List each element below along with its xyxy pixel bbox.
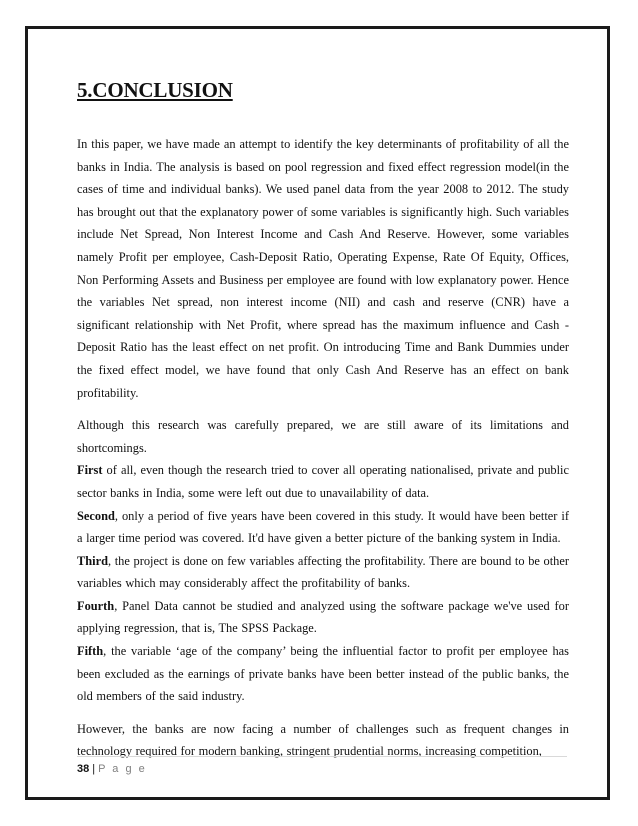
limitation-third-text: , the project is done on few variables affecting the profitability. There are bound to be other variables which may considerably affect the profitability of banks. [77, 553, 569, 591]
limitation-fourth [77, 595, 569, 640]
limitation-second [77, 505, 569, 550]
page-label: P a g e [98, 763, 147, 775]
limitation-second-label: Second [77, 508, 115, 523]
section-heading: 5.CONCLUSION [77, 78, 233, 102]
limitation-fifth-text: , the variable ‘age of the company’ being the influential factor to profit per employee has been excluded as the earnings of private banks have been better instead of the public banks, the old members of the said industry. [77, 644, 569, 704]
limitation-fourth-label: Fourth [77, 598, 115, 613]
page-number: 38 [77, 763, 90, 775]
limitation-second-text: , only a period of five years have been covered in this study. It would have been better if a larger time period was covered. It'd have given a better picture of the banking system in India. [77, 508, 569, 546]
challenges-paragraph: However, the banks are now facing a number of challenges such as frequent changes in technology required for modern banking, stringent prudential norms, increasing competition, [77, 721, 569, 759]
limitation-first-label: First [77, 463, 103, 478]
footer-separator: | [92, 763, 96, 775]
limitation-third-label: Third [77, 553, 108, 568]
limitation-fifth-label: Fifth [77, 644, 104, 659]
conclusion-paragraph: In this paper, we have made an attempt to identify the key determinants of profitability of all the banks in India. The analysis is based on pool regression and fixed effect regression model(in the cases of time and individual banks). We used panel data from the year 2008 to 2012. The study has brought out that the explanatory power of some variables is significantly high. Such variables include Net Spread, Non Interest Income and Cash And Reserve. However, some variables namely Profit per employee, Cash-Deposit Ratio, Operating Expense, Rate Of Equity, Offices, Non Performing Assets and Business per employee are found with low explanatory power. Hence the variables Net spread, non interest income (NII) and cash and reserve (CNR) have a significant relationship with Net Profit, where spread has the maximum influence and Cash - Deposit Ratio has the least effect on net profit. On introducing Time and Bank Dummies under the fixed effect model, we have found that only Cash And Reserve has an effect on bank profitability. [77, 137, 569, 400]
page-footer [77, 756, 567, 775]
limitation-first-text: of all, even though the research tried to cover all operating nationalised, private and public sector banks in India, some were left out due to unavailability of data. [77, 463, 569, 500]
limitation-third [77, 550, 569, 595]
document-body [77, 78, 569, 763]
limitation-fifth [77, 640, 569, 708]
limitation-fourth-text: , Panel Data cannot be studied and analyzed using the software package we've used for applying regression, that is, The SPSS Package. [77, 598, 569, 636]
limitation-first [77, 459, 569, 504]
limitations-intro: Although this research was carefully prepared, we are still aware of its limitations and shortcomings. [77, 418, 569, 455]
